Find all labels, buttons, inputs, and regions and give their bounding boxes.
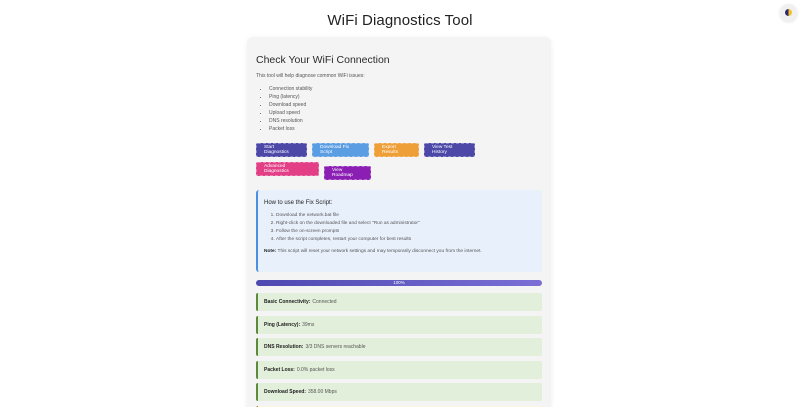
note-text: This script will reset your network settings and may temporarily disconnect you from the internet. <box>277 249 482 254</box>
instruction-step: 1. Download the network.bat file <box>276 212 536 220</box>
result-basic-connectivity <box>256 293 542 311</box>
diagnostics-card <box>247 37 551 407</box>
view-roadmap-button[interactable]: View Roadmap <box>324 166 371 180</box>
page-title: WiFi Diagnostics Tool <box>327 12 473 29</box>
result-ping <box>256 316 542 334</box>
theme-toggle-button[interactable] <box>780 4 797 21</box>
check-item: • Download speed <box>269 101 542 109</box>
action-buttons <box>256 143 542 180</box>
check-item: • Connection stability <box>269 85 542 93</box>
advanced-diagnostics-button[interactable]: Advanced Diagnostics <box>256 162 319 176</box>
result-label: Ping (Latency): <box>264 321 301 328</box>
instructions-steps <box>264 212 536 244</box>
check-item: • DNS resolution <box>269 117 542 125</box>
result-label: DNS Resolution: <box>264 344 304 350</box>
instructions-note <box>264 249 536 254</box>
export-results-button[interactable]: Export Results <box>374 143 419 157</box>
result-value: 0.0% packet loss <box>296 366 335 373</box>
fix-script-instructions <box>256 190 542 272</box>
result-label: Download Speed: <box>264 389 306 395</box>
progress-bar: 100% <box>256 280 542 286</box>
result-download-speed <box>256 383 542 401</box>
card-heading: Check Your WiFi Connection <box>256 54 390 66</box>
instruction-step: 2. Right-click on the downloaded file and select "Run as administrator" <box>276 220 536 228</box>
result-dns <box>256 338 542 356</box>
results-list <box>256 293 542 407</box>
instruction-step: 3. Follow the on-screen prompts <box>276 228 536 236</box>
result-value: Connected <box>312 299 337 305</box>
start-diagnostics-button[interactable]: Start Diagnostics <box>256 143 307 157</box>
intro-text: This tool will help diagnose common WiFi issues: <box>256 73 365 79</box>
instructions-title: How to use the Fix Script: <box>264 200 333 206</box>
check-item: • Upload speed <box>269 109 542 117</box>
result-label: Packet Loss: <box>264 366 295 373</box>
view-test-history-button[interactable]: View Test History <box>424 143 475 157</box>
checks-list <box>256 85 542 133</box>
result-packet-loss <box>256 361 542 379</box>
result-value: 39ms <box>302 321 315 328</box>
result-label: Basic Connectivity: <box>264 299 311 305</box>
download-fix-script-button[interactable]: Download Fix Script <box>312 143 369 157</box>
result-value: 3/3 DNS servers reachable <box>305 344 366 350</box>
check-item: • Packet loss <box>269 125 542 133</box>
result-value: 358.00 Mbps <box>307 389 337 395</box>
note-label: Note: <box>264 249 277 254</box>
instruction-step: 4. After the script completes, restart your computer for best results <box>276 236 536 244</box>
half-moon-icon <box>785 9 792 16</box>
check-item: • Ping (latency) <box>269 93 542 101</box>
